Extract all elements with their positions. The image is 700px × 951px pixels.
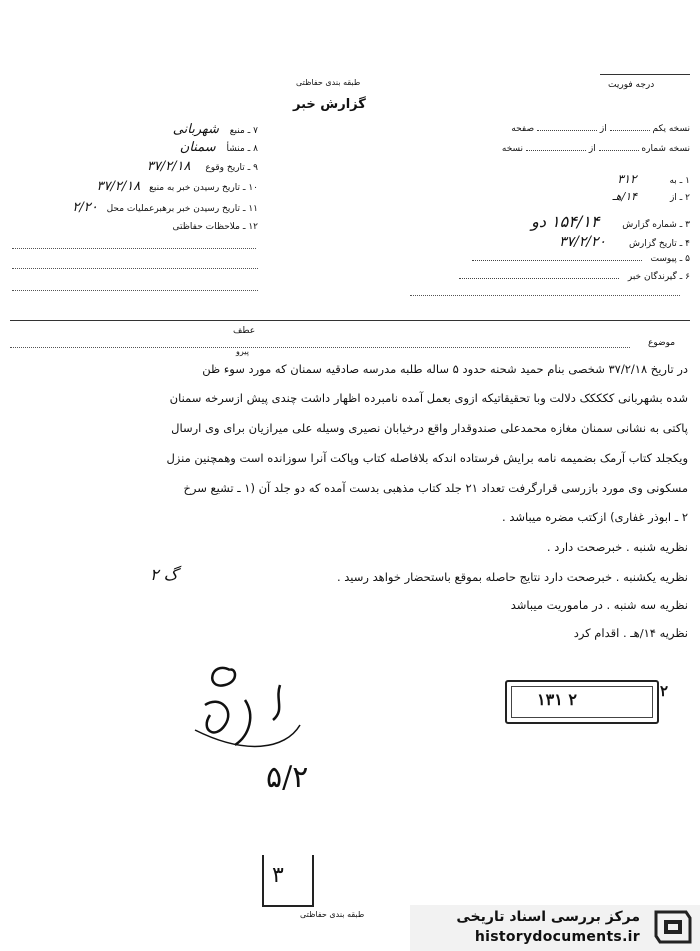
atf-label: عطف <box>233 326 256 336</box>
field-copy-number <box>400 144 690 154</box>
body-line: پاکتی به نشانی سمنان مغازه محمدعلی صندوقدار واقع درخیابان نصیری وسیله علی میرازیان برای وی ارسال <box>171 421 688 435</box>
field-report-number <box>400 212 690 231</box>
box-mark: ۳ <box>272 863 284 888</box>
field-label: نسخه شماره <box>641 144 690 154</box>
field-label: ۴ ـ تاریخ گزارش <box>628 239 690 249</box>
field-label: ۸ ـ منشأ <box>226 144 258 154</box>
field-value: ۳۷/۲/۲۰ <box>559 234 607 250</box>
bottom-box <box>262 855 314 907</box>
field-report-date <box>400 234 690 250</box>
opinion-handwritten-mark: گ ۲ <box>150 565 178 584</box>
field-date-received-ops <box>8 200 258 215</box>
body-line: مسکونی وی مورد بازرسی قرارگرفت تعداد ۲۱ جلد کتاب مذهبی بدست آمده که دو جلد آن (۱ ـ تشیع سرخ <box>183 481 688 495</box>
opinion-14h: نظریه ۱۴/هـ . اقدام کرد <box>573 626 688 640</box>
field-value: شهربانی <box>172 122 219 137</box>
field-mid: از <box>599 124 607 134</box>
subject-label: موضوع <box>648 338 676 348</box>
opinion-tuesday: نظریه سه شنبه . در ماموریت میباشد <box>510 598 688 612</box>
handwritten-page-number: ۵/۲ <box>266 760 309 795</box>
stamp-side-number: ۲ <box>660 682 669 700</box>
right-fields <box>395 120 690 290</box>
field-attachment <box>400 254 690 264</box>
field-tail: نسخه <box>501 144 524 154</box>
body-line: ویکجلد کتاب آرمک بضمیمه نامه برایش فرستاده اندکه بلافاصله کتاب وپاکت آنرا سوزانده است وهمچنین منزل <box>166 451 688 465</box>
field-label: ۲ ـ از <box>669 193 690 203</box>
field-label: ۵ ـ پیوست <box>650 254 690 264</box>
field-value: ۳۷/۲/۱۸ <box>96 179 141 194</box>
received-stamp <box>505 680 659 724</box>
dotted-line <box>12 290 258 291</box>
left-fields <box>8 120 258 260</box>
archive-logo-icon <box>650 908 694 948</box>
field-value: ۱۵۴/۱۴ دو <box>531 212 600 231</box>
stamp-number: ۱۳۱ ۲ <box>537 690 577 709</box>
field-from <box>490 190 690 203</box>
archive-logo <box>410 905 700 951</box>
field-date-occurrence <box>18 159 258 174</box>
field-tail: صفحه <box>511 124 535 134</box>
field-label: ۹ ـ تاریخ وقوع <box>205 163 258 173</box>
field-label: ۱۰ ـ تاریخ رسیدن خبر به منبع <box>149 183 258 193</box>
field-value: سمنان <box>179 140 216 155</box>
urgency-label: درجه فوریت <box>608 80 655 90</box>
classification-top: طبقه بندی حفاظتی <box>296 78 361 87</box>
field-mid: از <box>588 144 596 154</box>
field-value: ۳۷/۲/۱۸ <box>146 159 191 174</box>
page-title: گزارش خبر <box>293 97 366 112</box>
logo-url: historydocuments.ir <box>474 929 640 945</box>
opinion-saturday: نظریه شنبه . خبرصحت دارد . <box>546 540 688 554</box>
urgency-line <box>600 74 690 75</box>
body-line: ۲ ـ ابوذر غفاری) ازکتب مضره میباشد . <box>502 510 688 524</box>
field-value: ۲/۲۰ <box>72 200 98 215</box>
field-security-notes <box>18 222 258 232</box>
field-label: نسخه یکم <box>652 124 690 134</box>
dotted-line <box>12 248 256 249</box>
field-date-received-source <box>8 179 258 194</box>
field-copy <box>400 124 690 134</box>
opinion-sunday: نظریه یکشنبه . خبرصحت دارد نتایج حاصله بموقع باستحضار خواهد رسید . <box>336 570 688 584</box>
separator <box>10 320 690 321</box>
field-recipients <box>400 272 690 282</box>
dotted-line <box>12 268 258 269</box>
field-value: ۳۱۲ <box>617 172 637 186</box>
field-label: ۶ ـ گیرندگان خبر <box>627 272 690 282</box>
peyro-label: پیرو <box>236 347 249 356</box>
field-to <box>490 172 690 186</box>
body-line: شده بشهربانی ککککک دلالت وبا تحقیقاتیکه ازوی بعمل آمده نامبرده اظهار داشت چندی پیش ازسرخه سمنان <box>169 391 688 405</box>
field-label: ۳ ـ شماره گزارش <box>622 220 690 230</box>
field-label: ۱۱ ـ تاریخ رسیدن خبر برهبرعملیات محل <box>106 204 258 214</box>
dotted-line <box>410 295 680 296</box>
dotted-line <box>10 347 630 348</box>
field-label: ۷ ـ منبع <box>229 126 258 136</box>
handwritten-initials <box>185 655 305 755</box>
body-line: در تاریخ ۳۷/۲/۱۸ شخصی بنام حمید شحنه حدود ۵ ساله طلبه مدرسه صادقیه سمنان که مورد سوء ظن <box>202 362 688 376</box>
field-origin <box>18 140 258 155</box>
field-source <box>18 122 258 137</box>
field-label: ۱۲ ـ ملاحظات حفاظتی <box>172 222 258 232</box>
field-label: ۱ ـ به <box>669 176 690 186</box>
field-value: ۱۴/هـ <box>612 190 638 203</box>
classification-bottom: طبقه بندی حفاظتی <box>300 910 365 919</box>
logo-title: مرکز بررسی اسناد تاریخی <box>456 909 640 925</box>
